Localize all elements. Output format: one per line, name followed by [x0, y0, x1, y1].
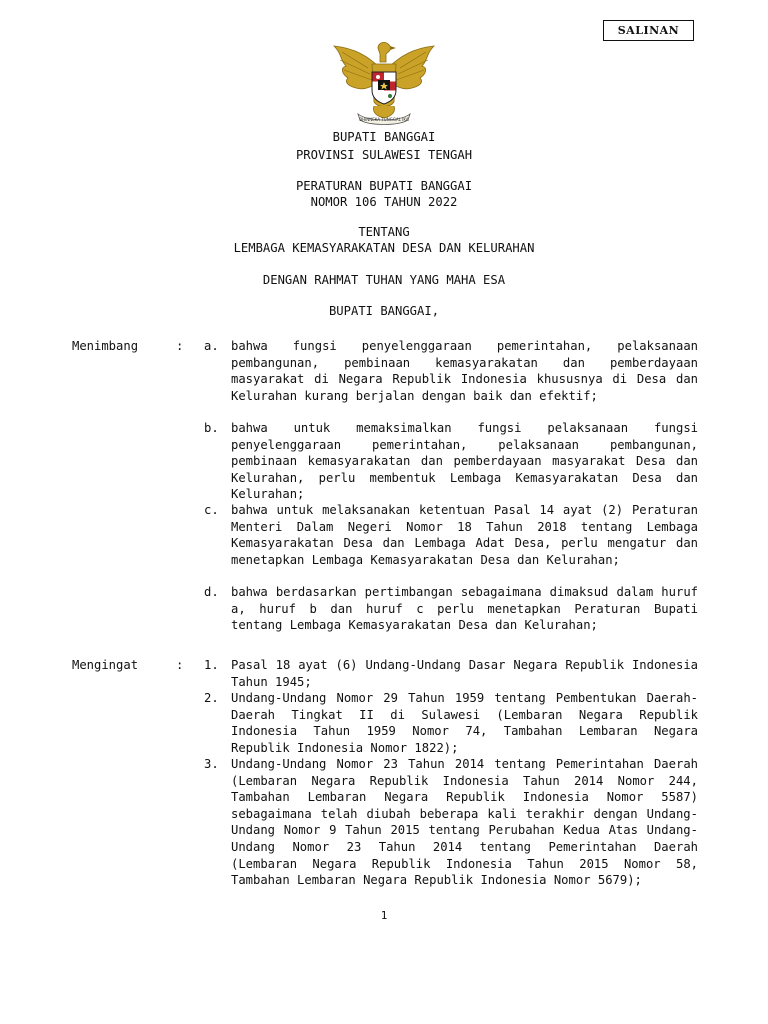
- mengingat-item-1: [204, 657, 698, 690]
- item-text: Undang-Undang Nomor 29 Tahun 1959 tentang Pembentukan Daerah-Daerah Tingkat II di Sulawesi (Lembaran Negara Republik Indonesia Tahun 1959 Nomor 74, Tambahan Lembaran Negara Republik Indonesia Nomor 1822);: [231, 691, 698, 755]
- item-text: bahwa fungsi penyelenggaraan pemerintahan, pelaksanaan pembangunan, pembinaan kemasyarakatan dan pemberdayaan masyarakat di Negara Republik Indonesia khususnya di Desa dan Kelurahan kurang berjalan dengan baik dan efektif;: [231, 339, 698, 403]
- opening-phrase: DENGAN RAHMAT TUHAN YANG MAHA ESA: [262, 273, 506, 287]
- item-text: Pasal 18 ayat (6) Undang-Undang Dasar Negara Republik Indonesia Tahun 1945;: [231, 658, 698, 689]
- menimbang-item-c: [204, 502, 698, 568]
- regulation-subject: LEMBAGA KEMASYARAKATAN DESA DAN KELURAHAN: [233, 241, 535, 255]
- item-marker: b.: [204, 421, 219, 435]
- regulation-number: NOMOR 106 TAHUN 2022: [310, 195, 458, 209]
- item-marker: d.: [204, 585, 219, 599]
- item-marker: c.: [204, 503, 219, 517]
- menimbang-label: Menimbang: [72, 339, 139, 353]
- menimbang-item-d: [204, 584, 698, 634]
- salinan-stamp: SALINAN: [603, 20, 694, 41]
- regulation-title: PERATURAN BUPATI BANGGAI: [295, 179, 473, 193]
- item-text: bahwa untuk memaksimalkan fungsi pelaksanaan fungsi penyelenggaraan pemerintahan, pelaksanaan pembangunan, pembinaan kemasyarakatan dan pemberdayaan masyarakat Desa dan Kelurahan, perlu membentuk Lembaga Kemasyarakatan Desa dan Kelurahan;: [231, 421, 698, 502]
- emblem-motto: BHINNEKA TUNGGAL IKA: [359, 117, 409, 122]
- item-marker: 2.: [204, 691, 219, 705]
- regent-title: BUPATI BANGGAI: [332, 130, 436, 144]
- menimbang-item-b: [204, 420, 698, 503]
- mengingat-item-2: [204, 690, 698, 756]
- mengingat-label: Mengingat: [72, 658, 139, 672]
- item-text: bahwa untuk melaksanakan ketentuan Pasal 14 ayat (2) Peraturan Menteri Dalam Negeri Nomor 18 Tahun 2018 tentang Lembaga Kemasyarakatan Desa dan Lembaga Adat Desa, perlu mengatur dan menetapkan Lembaga Kemasyarakatan Desa dan Kelurahan;: [231, 503, 698, 567]
- menimbang-colon: :: [176, 339, 184, 353]
- regent-address: BUPATI BANGGAI,: [328, 304, 440, 318]
- item-marker: 3.: [204, 757, 219, 771]
- mengingat-item-3: [204, 756, 698, 889]
- mengingat-colon: :: [176, 658, 184, 672]
- province-title: PROVINSI SULAWESI TENGAH: [295, 148, 473, 162]
- tentang-heading: TENTANG: [358, 225, 410, 239]
- menimbang-item-a: [204, 338, 698, 404]
- item-text: bahwa berdasarkan pertimbangan sebagaimana dimaksud dalam huruf a, huruf b dan huruf c perlu menetapkan Peraturan Bupati tentang Lembaga Kemasyarakatan Desa dan Kelurahan;: [231, 585, 698, 633]
- item-text: Undang-Undang Nomor 23 Tahun 2014 tentang Pemerintahan Daerah (Lembaran Negara Republik Indonesia Tahun 2014 Nomor 244, Tambahan Lembaran Negara Republik Indonesia Nomor 5587) sebagaimana telah diubah beberapa kali terakhir dengan Undang-Undang Nomor 9 Tahun 2015 tentang Perubahan Kedua Atas Undang-Undang Nomor 23 Tahun 2014 tentang Pemerintahan Daerah (Lembaran Negara Republik Indonesia Tahun 2015 Nomor 58, Tambahan Lembaran Negara Republik Indonesia Nomor 5679);: [231, 757, 698, 888]
- page-number: 1: [380, 909, 388, 922]
- item-marker: 1.: [204, 658, 219, 672]
- garuda-emblem-icon: [328, 38, 440, 130]
- item-marker: a.: [204, 339, 219, 353]
